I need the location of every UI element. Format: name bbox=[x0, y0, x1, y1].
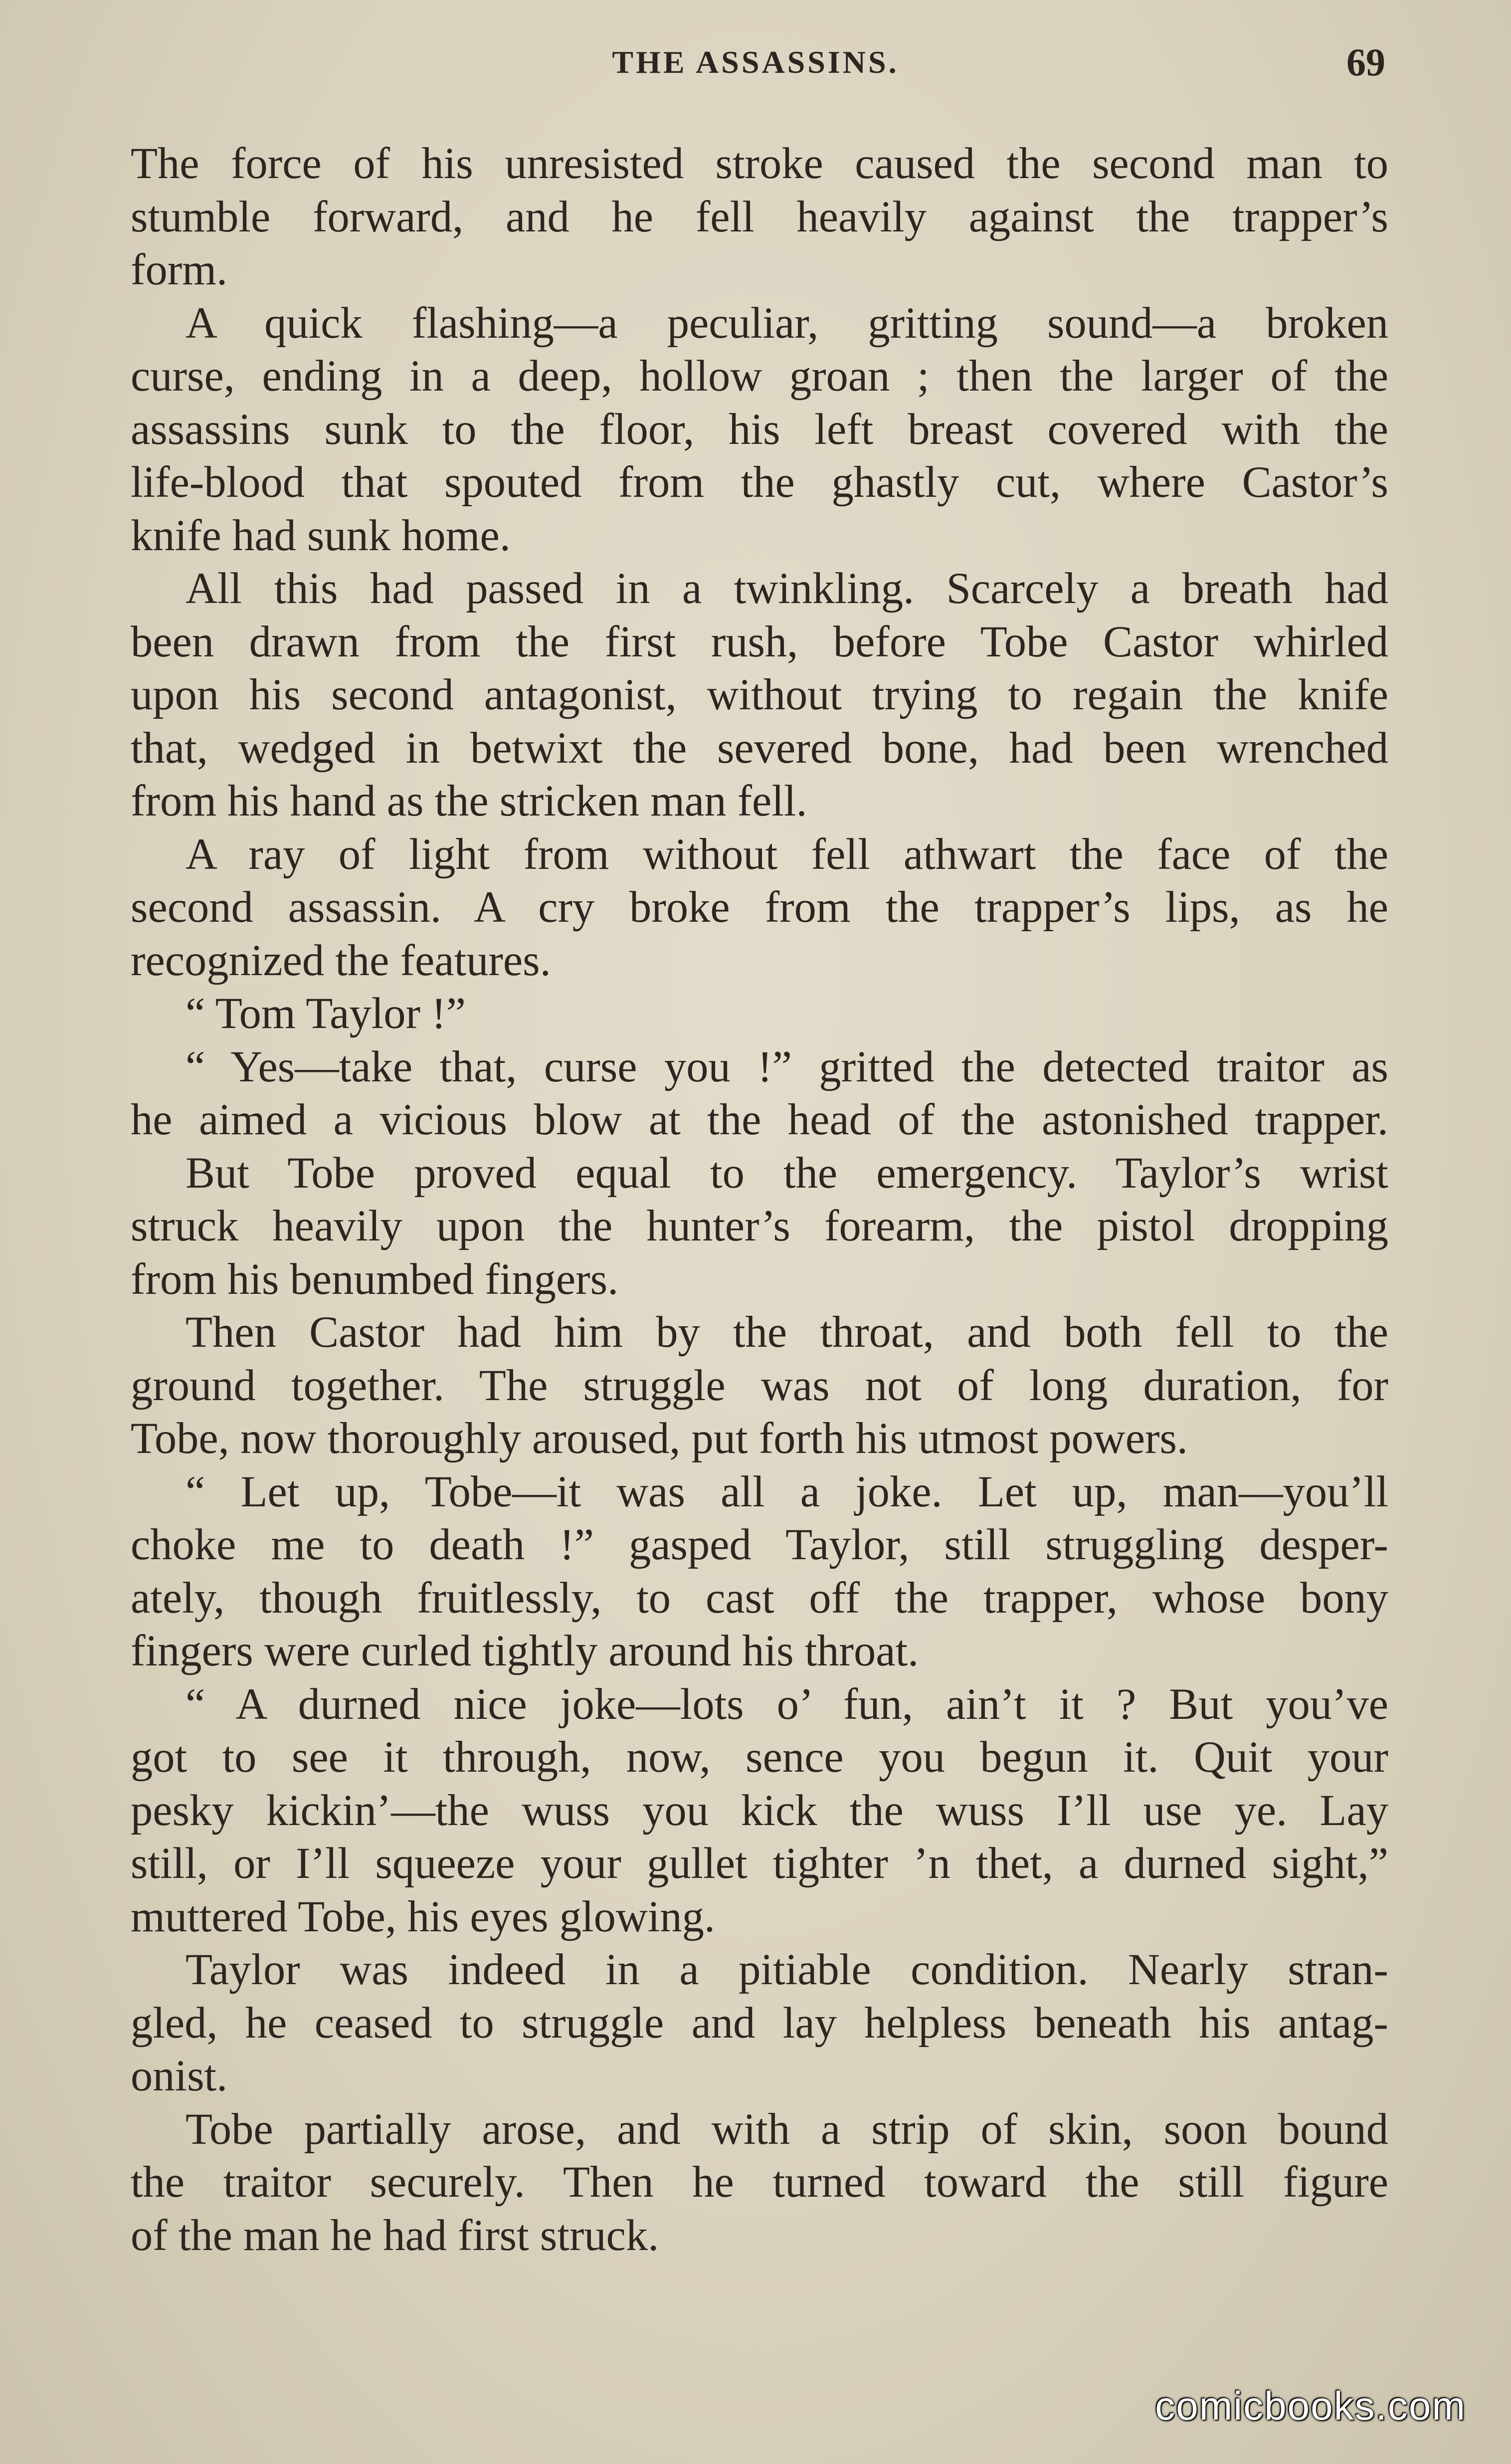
text-line: struck heavily upon the hunter’s forearm, the pistol dropping bbox=[131, 1202, 1388, 1250]
text-line: The force of his unresisted stroke caused the second man to bbox=[131, 139, 1388, 188]
text-line: A quick flashing—a peculiar, gritting sound—a broken bbox=[186, 298, 1388, 348]
text-line: But Tobe proved equal to the emergency. Taylor’s wrist bbox=[186, 1148, 1388, 1198]
text-line: of the man he had first struck. bbox=[131, 2211, 659, 2260]
text-line: onist. bbox=[131, 2052, 228, 2100]
text-line: from his hand as the stricken man fell. bbox=[131, 777, 807, 825]
text-line: curse, ending in a deep, hollow groan ; then the larger of the bbox=[131, 352, 1388, 401]
text-line: assassins sunk to the floor, his left breast covered with the bbox=[131, 405, 1388, 454]
text-line: choke me to death !” gasped Taylor, still struggling desper- bbox=[131, 1520, 1388, 1569]
text-line: All this had passed in a twinkling. Scarcely a breath had bbox=[186, 564, 1388, 613]
text-line: from his benumbed fingers. bbox=[131, 1254, 619, 1304]
body-text bbox=[131, 137, 1388, 2262]
text-line: Tobe partially arose, and with a strip of skin, soon bound bbox=[186, 2104, 1388, 2154]
text-line: recognized the features. bbox=[131, 936, 551, 985]
text-line: that, wedged in betwixt the severed bone, had been wrenched bbox=[131, 723, 1388, 773]
text-line: pesky kickin’—the wuss you kick the wuss I’ll use ye. Lay bbox=[131, 1786, 1388, 1835]
text-line: muttered Tobe, his eyes glowing. bbox=[131, 1892, 715, 1941]
text-line: ground together. The struggle was not of long duration, for bbox=[131, 1361, 1388, 1410]
text-line: been drawn from the first rush, before Tobe Castor whirled bbox=[131, 617, 1388, 666]
watermark: comicbooks.com bbox=[1155, 2384, 1466, 2428]
text-line: Then Castor had him by the throat, and both fell to the bbox=[186, 1308, 1388, 1357]
text-line: “ Let up, Tobe—it was all a joke. Let up, man—you’ll bbox=[186, 1467, 1388, 1516]
text-line: Taylor was indeed in a pitiable condition. Nearly stran- bbox=[186, 1945, 1388, 1994]
text-line: Tobe, now thoroughly aroused, put forth his utmost powers. bbox=[131, 1414, 1188, 1463]
page-number: 69 bbox=[1346, 40, 1385, 84]
text-line: ately, though fruitlessly, to cast off the trapper, whose bony bbox=[131, 1573, 1388, 1623]
text-line: he aimed a vicious blow at the head of the astonished trapper. bbox=[131, 1095, 1388, 1144]
text-line: fingers were curled tightly around his throat. bbox=[131, 1627, 919, 1675]
text-line: gled, he ceased to struggle and lay helpless beneath his antag- bbox=[131, 1998, 1388, 2048]
text-line: the traitor securely. Then he turned toward the still figure bbox=[131, 2158, 1388, 2207]
text-line: got to see it through, now, sence you begun it. Quit your bbox=[131, 1733, 1388, 1782]
running-title: THE ASSASSINS. bbox=[612, 44, 899, 80]
text-line: stumble forward, and he fell heavily against the trapper’s bbox=[131, 192, 1388, 241]
text-line: “ Yes—take that, curse you !” gritted the detected traitor as bbox=[186, 1042, 1388, 1091]
text-line: still, or I’ll squeeze your gullet tighter ’n thet, a durned sight,” bbox=[131, 1839, 1388, 1888]
text-line: knife had sunk home. bbox=[131, 511, 511, 560]
running-head bbox=[130, 40, 1385, 95]
text-line: form. bbox=[131, 245, 228, 294]
text-line: “ Tom Taylor !” bbox=[186, 989, 466, 1038]
text-line: upon his second antagonist, without trying to regain the knife bbox=[131, 670, 1388, 719]
text-line: second assassin. A cry broke from the trapper’s lips, as he bbox=[131, 883, 1388, 932]
text-line: “ A durned nice joke—lots o’ fun, ain’t it ? But you’ve bbox=[186, 1679, 1388, 1729]
text-line: A ray of light from without fell athwart the face of the bbox=[186, 829, 1388, 879]
text-line: life-blood that spouted from the ghastly cut, where Castor’s bbox=[131, 458, 1388, 507]
